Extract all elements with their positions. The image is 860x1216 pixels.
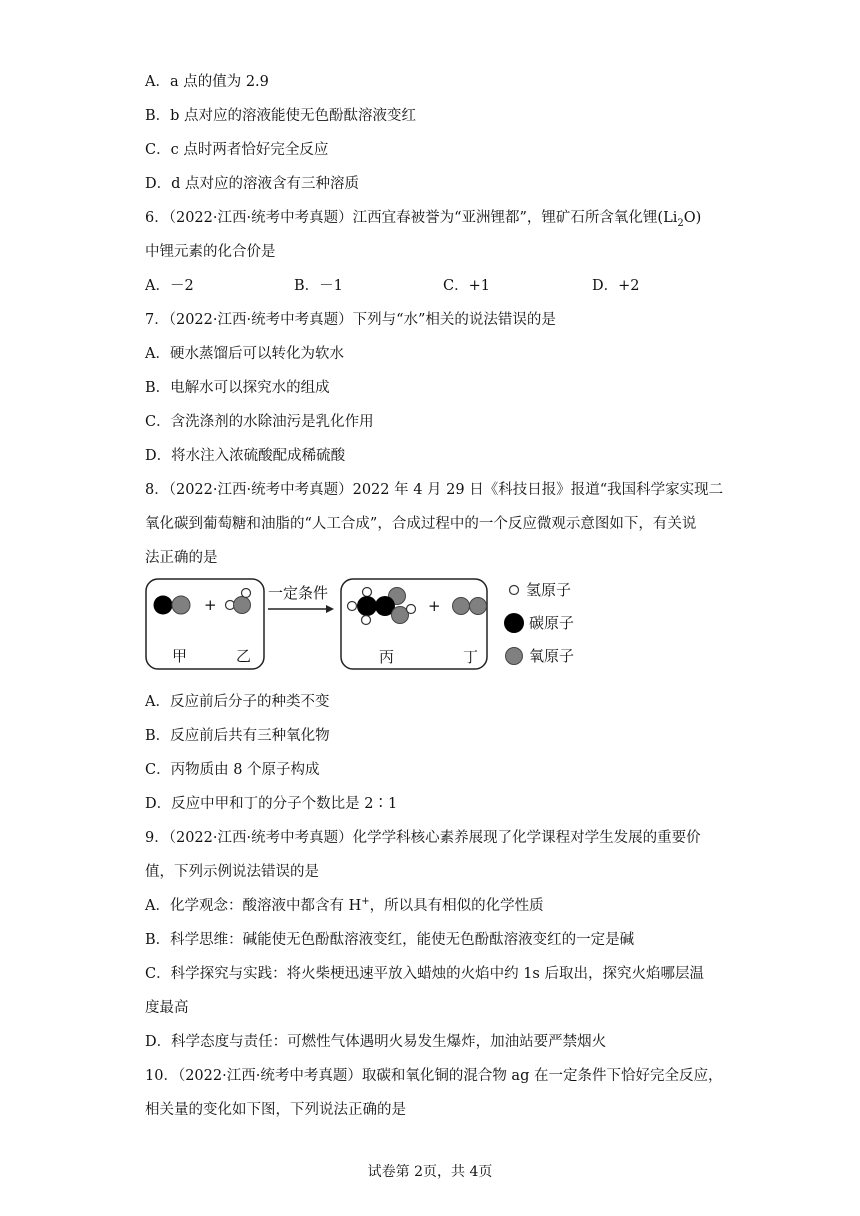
q7-option-c: C．含洗涤剂的水除油污是乳化作用: [145, 414, 374, 430]
carbon-atom: [357, 596, 377, 616]
q9-option-c-line2: 度最高: [145, 1000, 189, 1016]
oxygen-atom: [234, 597, 251, 614]
legend-carbon-label: 碳原子: [529, 614, 575, 632]
legend-oxygen-icon: [506, 648, 523, 665]
q10-stem-line1: 10．（2022·江西·统考中考真题）取碳和氧化铜的混合物 ag 在一定条件下恰好完全反应，: [145, 1068, 723, 1084]
legend-carbon-icon: [504, 613, 524, 633]
hydrogen-atom: [242, 589, 251, 598]
q5-option-c: C．c 点时两者恰好完全反应: [145, 142, 329, 158]
q6-option-c: C．+1: [443, 278, 490, 294]
hydrogen-atom: [348, 602, 357, 611]
q7-option-a: A．硬水蒸馏后可以转化为软水: [145, 346, 344, 362]
q6-option-d: D．+2: [592, 278, 640, 294]
legend-oxygen-label: 氧原子: [529, 647, 575, 665]
hydrogen-atom: [362, 616, 371, 625]
oxygen-atom: [172, 596, 190, 614]
q5-option-d: D．d 点对应的溶液含有三种溶质: [145, 176, 360, 192]
q7-stem: 7．（2022·江西·统考中考真题）下列与“水”相关的说法错误的是: [145, 312, 556, 328]
page-footer: 试卷第 2页，共 4页: [367, 1164, 493, 1180]
q8-option-a: A．反应前后分子的种类不变: [145, 694, 330, 710]
q7-option-d: D．将水注入浓硫酸配成稀硫酸: [145, 448, 346, 464]
oxygen-atom: [470, 598, 487, 615]
q7-option-b: B．电解水可以探究水的组成: [145, 380, 330, 396]
q9-option-b: B．科学思维：碱能使无色酚酞溶液变红，能使无色酚酞溶液变红的一定是碱: [145, 932, 635, 948]
reaction-condition: 一定条件: [268, 584, 329, 602]
q9-option-c-line1: C．科学探究与实践：将火柴梗迅速平放入蜡烛的火焰中约 1s 后取出，探究火焰哪层温: [145, 966, 704, 982]
q6-option-b: B．－1: [294, 278, 343, 294]
label-ding: 丁: [463, 648, 479, 666]
plus-sign-left: +: [204, 596, 217, 614]
legend-hydrogen-icon: [510, 586, 519, 595]
q6-option-a: A．－2: [145, 278, 194, 294]
hydrogen-atom: [407, 605, 416, 614]
label-jia: 甲: [172, 647, 188, 665]
q8-stem-line2: 氧化碳到葡萄糖和油脂的“人工合成”，合成过程中的一个反应微观示意图如下，有关说: [145, 516, 697, 532]
oxygen-atom: [453, 598, 470, 615]
q6-options: [145, 276, 705, 296]
q6-stem-line2: 中锂元素的化合价是: [145, 244, 276, 260]
q5-option-b: B．b 点对应的溶液能使无色酚酞溶液变红: [145, 108, 417, 124]
q8-option-d: D．反应中甲和丁的分子个数比是 2∶1: [145, 796, 398, 812]
legend-hydrogen-label: 氢原子: [526, 581, 572, 599]
q8-stem-line3: 法正确的是: [145, 550, 218, 566]
q8-stem-line1: 8．（2022·江西·统考中考真题）2022 年 4 月 29 日《科技日报》报道“我国科学家实现二: [145, 482, 724, 498]
q9-option-a: A．化学观念：酸溶液中都含有 H+，所以具有相似的化学性质: [145, 896, 544, 914]
carbon-atom: [154, 596, 173, 615]
q8-option-c: C．丙物质由 8 个原子构成: [145, 762, 320, 778]
q6-stem-line1: 6．（2022·江西·统考中考真题）江西宜春被誉为“亚洲锂都”，锂矿石所含氧化锂$(Li_2O)$: [145, 210, 702, 229]
arrow-head: [326, 605, 334, 613]
hydrogen-atom: [363, 588, 372, 597]
q9-stem-line1: 9．（2022·江西·统考中考真题）化学学科核心素养展现了化学课程对学生发展的重要价: [145, 830, 701, 846]
label-yi: 乙: [236, 647, 252, 665]
reaction-diagram: [145, 578, 585, 672]
q10-stem-line2: 相关量的变化如下图，下列说法正确的是: [145, 1102, 406, 1118]
q8-option-b: B．反应前后共有三种氧化物: [145, 728, 330, 744]
q9-option-d: D．科学态度与责任：可燃性气体遇明火易发生爆炸，加油站要严禁烟火: [145, 1034, 607, 1050]
q5-option-a: A．a 点的值为 2.9: [145, 74, 269, 90]
plus-sign-right: +: [428, 597, 441, 615]
q9-stem-line2: 值，下列示例说法错误的是: [145, 864, 319, 880]
label-bing: 丙: [379, 648, 395, 666]
